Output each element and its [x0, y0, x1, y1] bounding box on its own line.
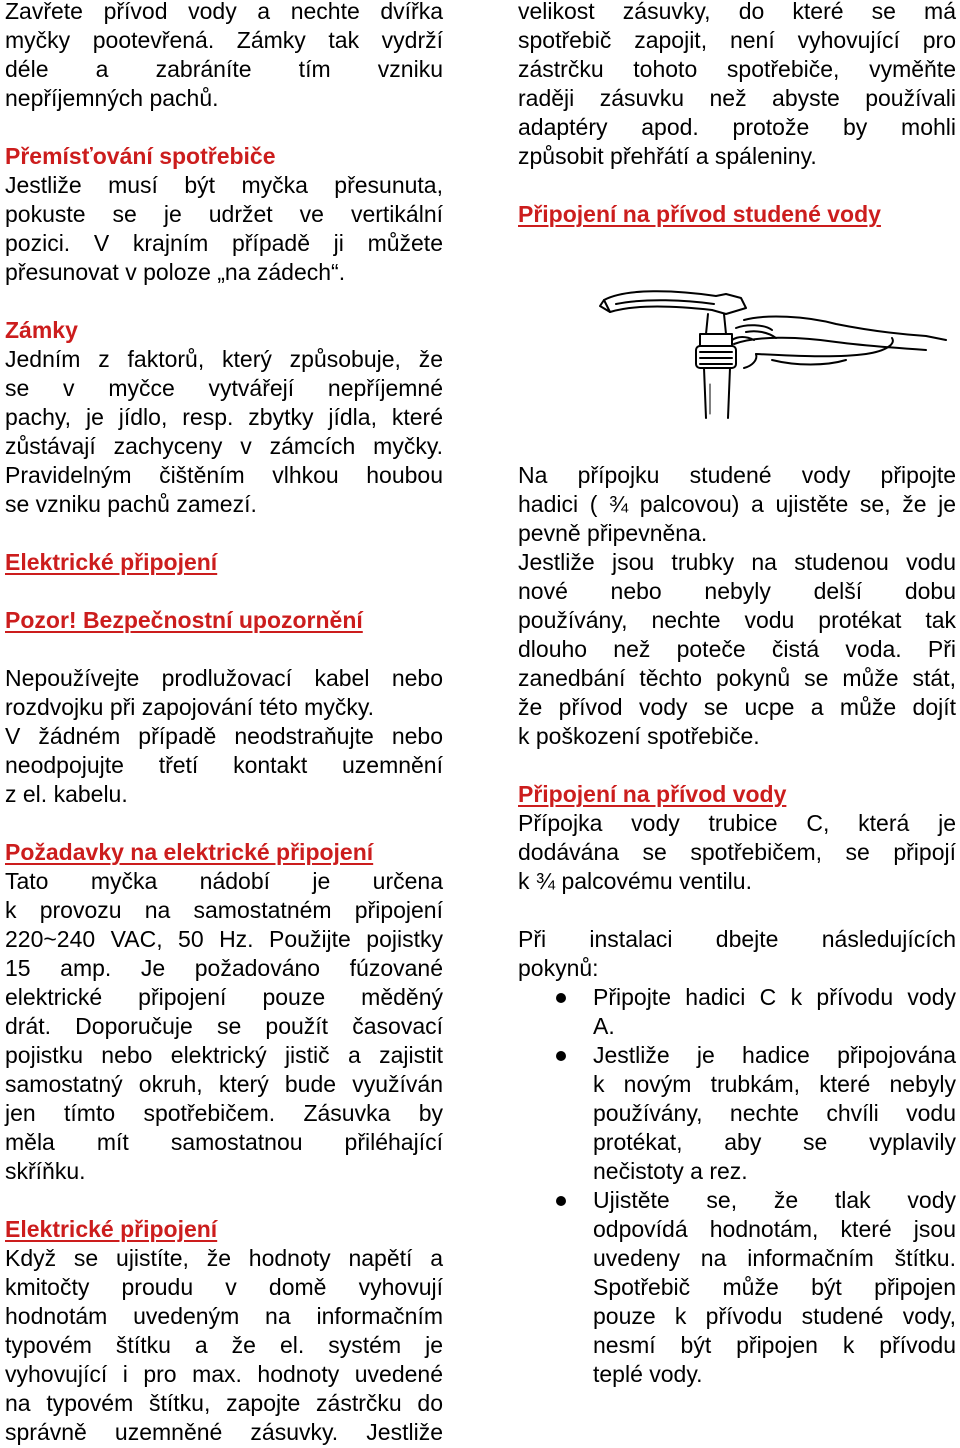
text-line: pojistku nebo elektrický jistič a zajistit: [5, 1042, 443, 1068]
text-line: typovém štítku a že el. systém je: [5, 1332, 443, 1358]
text-line: Když se ujistíte, že hodnoty napětí a: [5, 1245, 443, 1271]
text-line: Nepoužívejte prodlužovací kabel nebo: [5, 665, 443, 691]
heading-zamky: Zámky: [5, 317, 78, 343]
text-line: jen tímto spotřebičem. Zásuvka by: [5, 1100, 443, 1126]
text-line: vyhovující i pro max. hodnoty uvedené: [5, 1361, 443, 1387]
list-item-line: uvedeny na informačním štítku.: [593, 1245, 956, 1271]
list-item-line: Připojte hadici C k přívodu vody: [593, 984, 956, 1010]
text-line: 220~240 VAC, 50 Hz. Použijte pojistky: [5, 926, 443, 952]
heading-pozadavky: Požadavky na elektrické připojení: [5, 839, 374, 865]
text-line: používány, nechte vodu protékat tak: [518, 607, 956, 633]
text-line: rozdvojku při zapojování této myčky.: [5, 694, 375, 720]
bullet-icon: [556, 1051, 566, 1061]
text-line: hadici ( ¾ palcovou) a ujistěte se, že je: [518, 491, 956, 517]
text-line: samostatný okruh, který bude využíván: [5, 1071, 443, 1097]
list-item-line: odpovídá hodnotám, které jsou: [593, 1216, 956, 1242]
text-line: V žádném případě neodstraňujte nebo: [5, 723, 443, 749]
list-item-line: nečistoty a rez.: [593, 1158, 748, 1184]
text-line: adaptéry apod. protože by mohli: [518, 114, 956, 140]
text-line: myčky pootevřená. Zámky tak vydrží: [5, 27, 443, 53]
text-line: nepříjemných pachů.: [5, 85, 219, 111]
text-line: Jestliže musí být myčka přesunuta,: [5, 172, 443, 198]
text-line: Jestliže jsou trubky na studenou vodu: [518, 549, 956, 575]
text-line: k poškození spotřebiče.: [518, 723, 760, 749]
text-line: zůstávají zachyceny v zámcích myčky.: [5, 433, 443, 459]
text-line: Tato myčka nádobí je určena: [5, 868, 443, 894]
heading-studena-voda: Připojení na přívod studené vody: [518, 201, 881, 227]
list-item-line: A.: [593, 1013, 615, 1039]
text-line: elektrické připojení pouze měděný: [5, 984, 443, 1010]
text-line: 15 amp. Je požadováno fúzované: [5, 955, 443, 981]
list-item-line: Spotřebič může být připojen: [593, 1274, 956, 1300]
text-line: Na přípojku studené vody připojte: [518, 462, 956, 488]
list-item-line: nesmí být připojen k přívodu: [593, 1332, 956, 1358]
text-line: raději zásuvku než abyste používali: [518, 85, 956, 111]
heading-elektricke-pripojeni-2: Elektrické připojení: [5, 1216, 218, 1242]
list-item-line: protékat, aby se vyplavily: [593, 1129, 956, 1155]
heading-elektricke-pripojeni: Elektrické připojení: [5, 549, 218, 575]
text-line: zástrčku tohoto spotřebiče, vyměňte: [518, 56, 956, 82]
text-line: správně uzemněné zásuvky. Jestliže: [5, 1419, 443, 1445]
text-line: skříňku.: [5, 1158, 86, 1184]
list-item-line: Jestliže je hadice připojována: [593, 1042, 956, 1068]
text-line: k ¾ palcovému ventilu.: [518, 868, 752, 894]
faucet-hose-illustration: [596, 284, 960, 434]
text-line: měla mít samostatnou přiléhající: [5, 1129, 443, 1155]
text-line: Pravidelným čištěním vlhkou houbou: [5, 462, 443, 488]
text-line: spotřebič zapojit, není vyhovující pro: [518, 27, 956, 53]
heading-privod-vody: Připojení na přívod vody: [518, 781, 787, 807]
text-line: přesunovat v poloze „na zádech“.: [5, 259, 346, 285]
list-item-line: pouze k přívodu studené vody,: [593, 1303, 956, 1329]
text-line: pachy, je jídlo, resp. zbytky jídla, které: [5, 404, 443, 430]
text-line: zanedbání těchto pokynů se může stát,: [518, 665, 956, 691]
text-line: se vzniku pachů zamezí.: [5, 491, 257, 517]
heading-premistovani: Přemísťování spotřebiče: [5, 143, 276, 169]
text-line: velikost zásuvky, do které se má: [518, 0, 956, 24]
list-item-line: teplé vody.: [593, 1361, 703, 1387]
list-item-line: Ujistěte se, že tlak vody: [593, 1187, 956, 1213]
text-line: déle a zabráníte tím vzniku: [5, 56, 443, 82]
text-line: z el. kabelu.: [5, 781, 128, 807]
text-line: nové nebo nebyly delší dobu: [518, 578, 956, 604]
text-line: Jedním z faktorů, který způsobuje, že: [5, 346, 443, 372]
text-line: Zavřete přívod vody a nechte dvířka: [5, 0, 443, 24]
text-line: pozici. V krajním případě ji můžete: [5, 230, 443, 256]
list-item-line: používány, nechte chvíli vodu: [593, 1100, 956, 1126]
text-line: kmitočty proudu v domě vyhovují: [5, 1274, 443, 1300]
text-line: že přívod vody se ucpe a může dojít: [518, 694, 956, 720]
text-line: Přípojka vody trubice C, která je: [518, 810, 956, 836]
text-line: se v myčce vytvářejí nepříjemné: [5, 375, 443, 401]
bullet-icon: [556, 1196, 566, 1206]
text-line: k provozu na samostatném připojení: [5, 897, 443, 923]
text-line: pokynů:: [518, 955, 599, 981]
text-line: dlouho než poteče čistá voda. Při: [518, 636, 956, 662]
text-line: dodávána se spotřebičem, se připojí: [518, 839, 956, 865]
text-line: pevně připevněna.: [518, 520, 708, 546]
text-line: neodpojujte třetí kontakt uzemnění: [5, 752, 443, 778]
heading-pozor: Pozor! Bezpečnostní upozornění: [5, 607, 363, 633]
text-line: hodnotám uvedeným na informačním: [5, 1303, 443, 1329]
text-line: Při instalaci dbejte následujících: [518, 926, 956, 952]
text-line: pokuste se je udržet ve vertikální: [5, 201, 443, 227]
text-line: způsobit přehřátí a spáleniny.: [518, 143, 817, 169]
text-line: na typovém štítku, zapojte zástrčku do: [5, 1390, 443, 1416]
text-line: drát. Doporučuje se použít časovací: [5, 1013, 443, 1039]
list-item-line: k novým trubkám, které nebyly: [593, 1071, 956, 1097]
bullet-icon: [556, 993, 566, 1003]
